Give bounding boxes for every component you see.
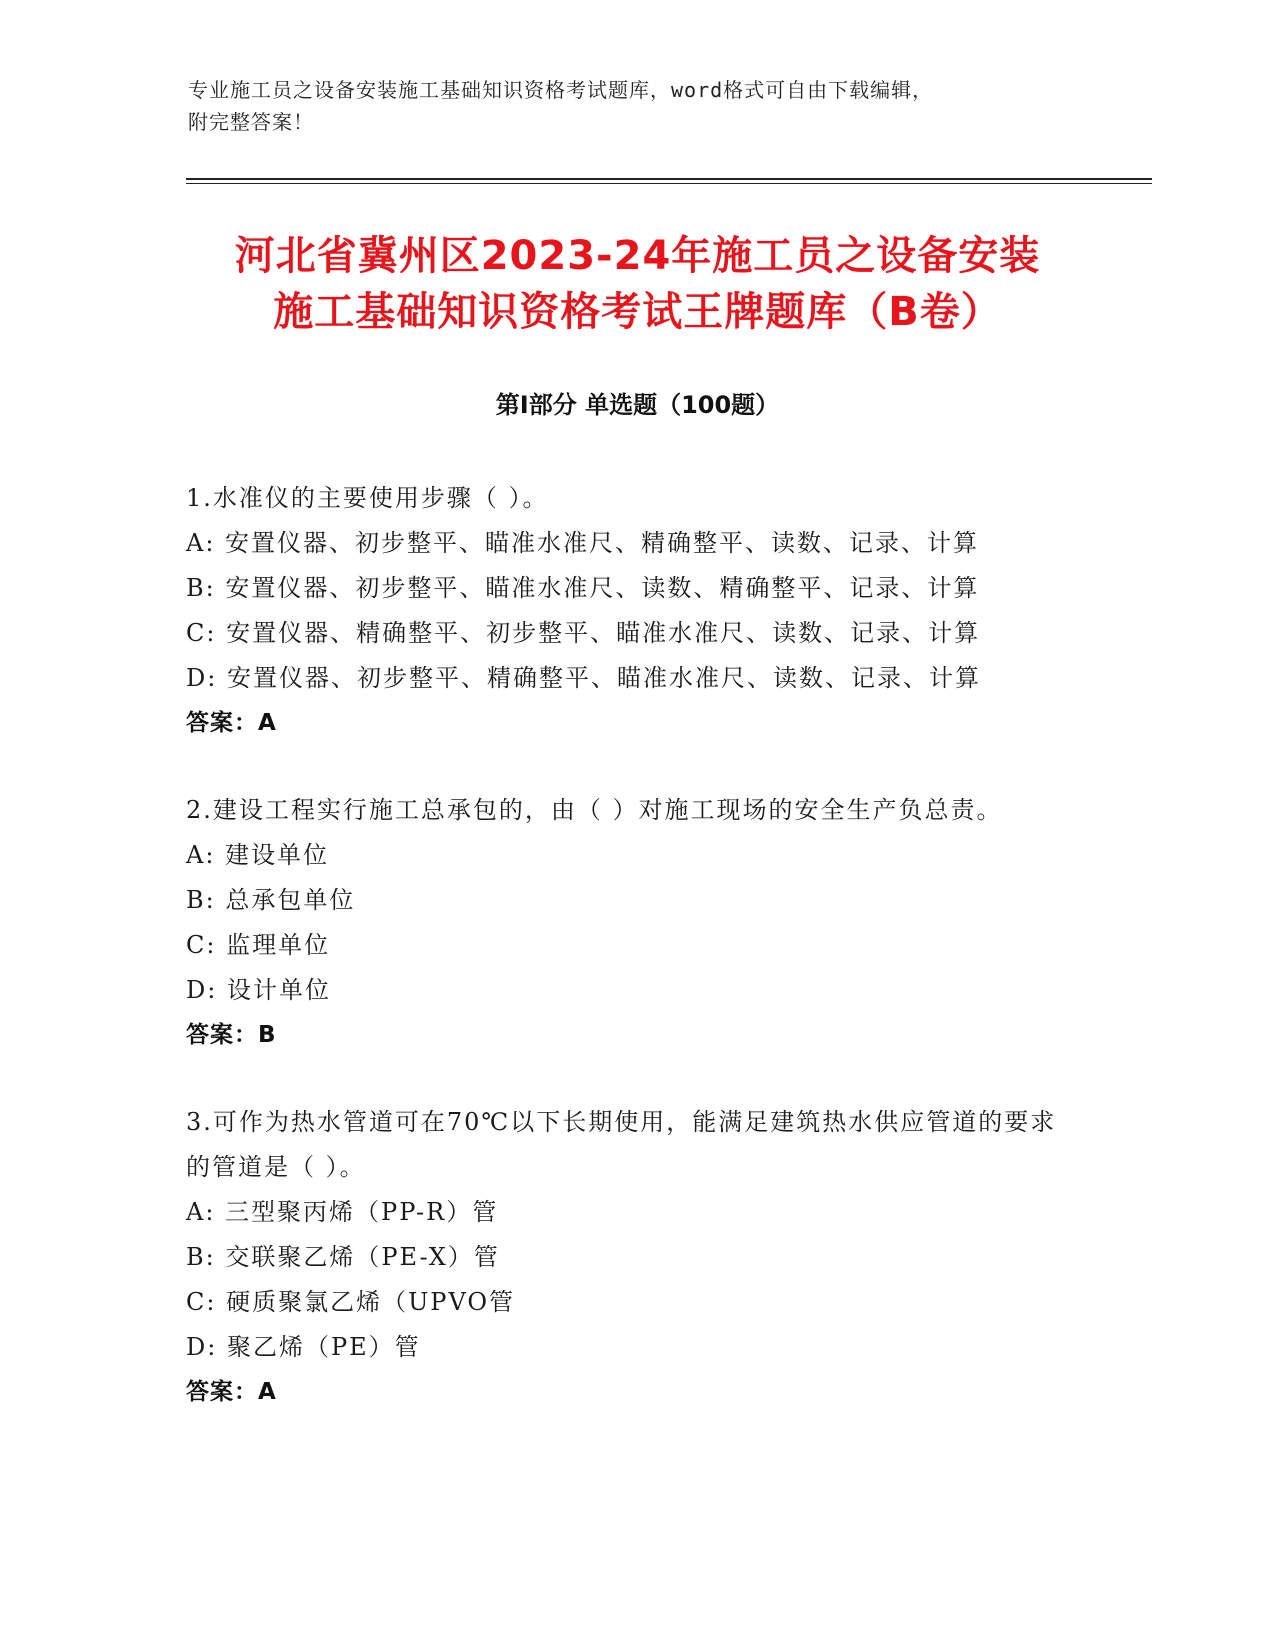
- question-option-b: B: 交联聚乙烯（PE-X）管: [186, 1243, 500, 1271]
- question-option-a: A: 三型聚丙烯（PP-R）管: [186, 1198, 499, 1226]
- question-option-a: A: 建设单位: [186, 841, 330, 869]
- question-item: [186, 788, 1076, 1058]
- question-option-a: A: 安置仪器、初步整平、瞄准水准尺、精确整平、读数、记录、计算: [186, 529, 980, 557]
- section-heading: 第Ⅰ部分 单选题（100题）: [495, 391, 780, 419]
- question-item: [186, 1100, 1076, 1415]
- question-option-c: C: 安置仪器、精确整平、初步整平、瞄准水准尺、读数、记录、计算: [186, 619, 981, 647]
- question-answer: 答案：A: [186, 710, 277, 736]
- question-stem: 1.水准仪的主要使用步骤（ ）。: [186, 484, 549, 512]
- question-answer: 答案：A: [186, 1379, 277, 1405]
- question-list: [186, 476, 1076, 1457]
- question-option-b: B: 总承包单位: [186, 886, 356, 914]
- document-title: [150, 228, 1125, 340]
- question-option-c: C: 硬质聚氯乙烯（UPVO管: [186, 1288, 516, 1316]
- question-stem: 3.可作为热水管道可在70℃以下长期使用，能满足建筑热水供应管道的要求的管道是（ ）。: [186, 1108, 1057, 1181]
- question-option-d: D: 设计单位: [186, 976, 331, 1004]
- header-rule-thin: [186, 183, 1152, 184]
- question-item: [186, 476, 1076, 746]
- header-note-line-1: 专业施工员之设备安装施工基础知识资格考试题库，word格式可自由下载编辑，: [188, 78, 934, 102]
- question-option-b: B: 安置仪器、初步整平、瞄准水准尺、读数、精确整平、记录、计算: [186, 574, 980, 602]
- header-note: [188, 74, 1088, 138]
- question-option-c: C: 监理单位: [186, 931, 331, 959]
- question-option-d: D: 安置仪器、初步整平、精确整平、瞄准水准尺、读数、记录、计算: [186, 664, 981, 692]
- document-title-line-1: 河北省冀州区2023-24年施工员之设备安装: [234, 233, 1041, 279]
- question-stem: 2.建设工程实行施工总承包的，由（ ）对施工现场的安全生产负总责。: [186, 796, 1003, 824]
- header-rule-thick: [186, 178, 1152, 180]
- question-answer: 答案：B: [186, 1022, 277, 1048]
- document-title-line-2: 施工基础知识资格考试王牌题库（B卷）: [273, 289, 1002, 335]
- question-option-d: D: 聚乙烯（PE）管: [186, 1333, 421, 1361]
- header-note-line-2: 附完整答案！: [188, 110, 314, 134]
